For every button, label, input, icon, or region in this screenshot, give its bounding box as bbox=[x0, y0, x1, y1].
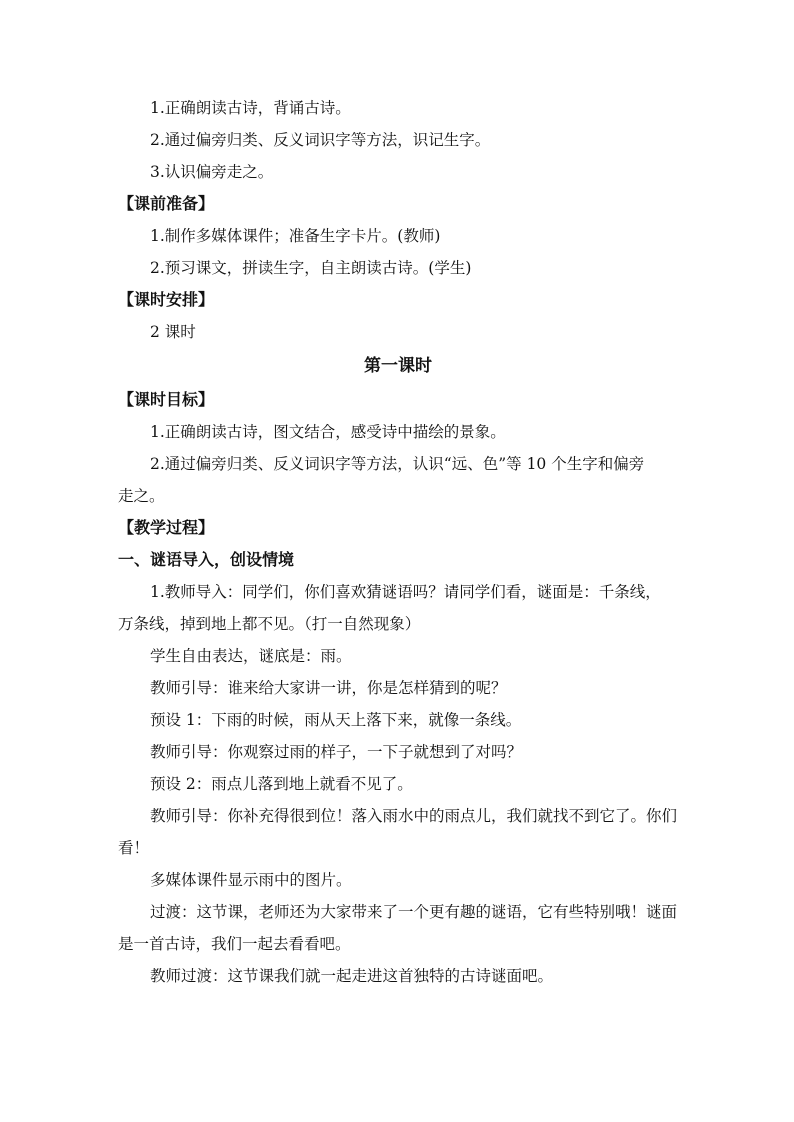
process-line-1b: 万条线，掉到地上都不见。（打一自然现象） bbox=[118, 615, 421, 633]
process-line-9a: 过渡：这节课，老师还为大家带来了一个更有趣的谜语，它有些特别哦！谜面 bbox=[150, 903, 678, 921]
heading-schedule: 【课时安排】 bbox=[118, 290, 215, 309]
process-line-8: 多媒体课件显示雨中的图片。 bbox=[150, 871, 352, 889]
process-line-7a: 教师引导：你补充得很到位！落入雨水中的雨点儿，我们就找不到它了。你们 bbox=[150, 807, 678, 825]
heading-teaching-process: 【教学过程】 bbox=[118, 518, 215, 537]
heading-preparation: 【课前准备】 bbox=[118, 194, 215, 213]
process-line-9b: 是一首古诗，我们一起去看看吧。 bbox=[118, 935, 351, 953]
heading-lesson-goal: 【课时目标】 bbox=[118, 390, 215, 409]
objective-line-2: 2.通过偏旁归类、反义词识字等方法，识记生字。 bbox=[150, 131, 491, 149]
preparation-line-1: 1.制作多媒体课件；准备生字卡片。(教师) bbox=[150, 227, 441, 245]
process-line-10: 教师过渡：这节课我们就一起走进这首独特的古诗谜面吧。 bbox=[150, 967, 554, 985]
process-line-1a: 1.教师导入：同学们，你们喜欢猜谜语吗？请同学们看，谜面是：千条线， bbox=[150, 583, 661, 601]
section-title-first-lesson: 第一课时 bbox=[364, 356, 432, 376]
schedule-value: 2 课时 bbox=[150, 323, 196, 341]
goal-line-1: 1.正确朗读古诗，图文结合，感受诗中描绘的景象。 bbox=[150, 423, 506, 441]
preparation-line-2: 2.预习课文，拼读生字，自主朗读古诗。(学生) bbox=[150, 259, 472, 277]
goal-line-2a: 2.通过偏旁归类、反义词识字等方法，认识“远、色”等 10 个生字和偏旁 bbox=[150, 455, 645, 473]
process-line-3: 教师引导：谁来给大家讲一讲，你是怎样猜到的呢？ bbox=[150, 679, 507, 697]
objective-line-3: 3.认识偏旁走之。 bbox=[150, 163, 274, 181]
goal-line-2b: 走之。 bbox=[118, 487, 165, 505]
heading-section-1: 一、谜语导入，创设情境 bbox=[118, 550, 295, 569]
process-line-2: 学生自由表达，谜底是：雨。 bbox=[150, 647, 352, 665]
lesson-plan-body bbox=[118, 92, 678, 992]
process-line-6: 预设 2：雨点儿落到地上就看不见了。 bbox=[150, 775, 413, 793]
process-line-4: 预设 1：下雨的时候，雨从天上落下来，就像一条线。 bbox=[150, 711, 522, 729]
objective-line-1: 1.正确朗读古诗，背诵古诗。 bbox=[150, 99, 351, 117]
process-line-5: 教师引导：你观察过雨的样子，一下子就想到了对吗？ bbox=[150, 743, 523, 761]
process-line-7b: 看！ bbox=[118, 839, 150, 857]
